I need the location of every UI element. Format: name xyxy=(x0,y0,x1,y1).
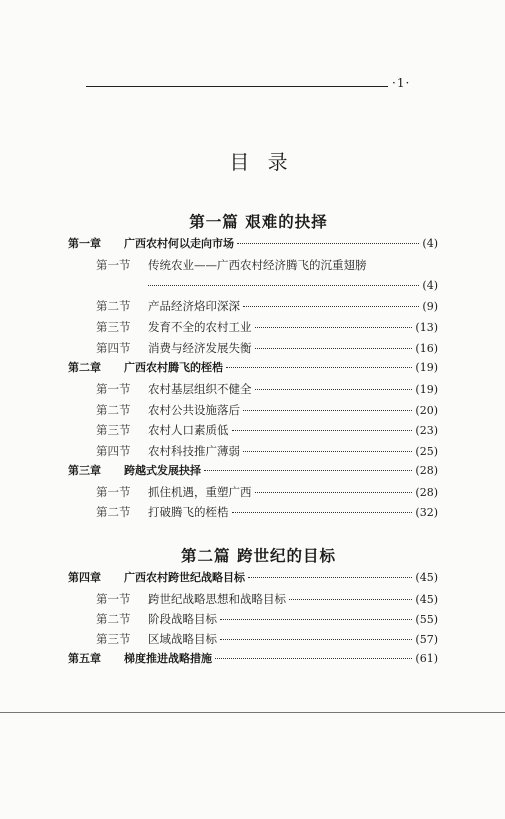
page-ref: (61) xyxy=(415,652,438,665)
toc-title: 目 录 xyxy=(229,150,294,174)
section-entry[interactable] xyxy=(96,443,438,459)
section-title: 消费与经济发展失衡 xyxy=(148,341,252,355)
leader-dots xyxy=(232,430,413,431)
header-rule xyxy=(86,86,388,87)
chapter-label: 第一章 xyxy=(68,237,101,250)
section-entry[interactable] xyxy=(96,611,438,627)
section-label: 第四节 xyxy=(96,444,131,458)
section-title: 传统农业——广西农村经济腾飞的沉重翅膀 xyxy=(148,258,367,272)
chapter-label: 第四章 xyxy=(68,571,101,584)
section-title: 阶段战略目标 xyxy=(148,612,217,626)
page-ref: (55) xyxy=(415,613,438,626)
leader-dots xyxy=(220,639,412,640)
section-label: 第二节 xyxy=(96,505,131,519)
section-label: 第三节 xyxy=(96,423,131,437)
leader-dots xyxy=(204,470,412,471)
page-ref: (57) xyxy=(415,633,438,646)
section-entry[interactable] xyxy=(96,319,438,335)
chapter-entry[interactable] xyxy=(68,570,438,586)
page-ref: (45) xyxy=(415,571,438,584)
leader-dots xyxy=(255,327,413,328)
leader-dots xyxy=(289,599,412,600)
section-title: 跨世纪战略思想和战略目标 xyxy=(148,592,286,606)
section-entry[interactable] xyxy=(96,422,438,438)
chapter-label: 第三章 xyxy=(68,464,101,477)
chapter-title: 跨越式发展抉择 xyxy=(124,464,201,477)
section-entry[interactable] xyxy=(96,298,438,314)
section-title: 农村基层组织不健全 xyxy=(148,382,252,396)
chapter-title: 梯度推进战略措施 xyxy=(124,652,212,665)
section-entry[interactable] xyxy=(96,402,438,418)
section-title: 农村公共设施落后 xyxy=(148,403,240,417)
chapter-title: 广西农村何以走向市场 xyxy=(124,237,234,250)
section-title: 打破腾飞的桎梏 xyxy=(148,505,229,519)
leader-dots xyxy=(226,367,412,368)
section-title: 抓住机遇，重塑广西 xyxy=(148,485,252,499)
section-label: 第一节 xyxy=(96,592,131,606)
part-title: 第二篇 跨世纪的目标 xyxy=(181,547,336,565)
page-ref: (28) xyxy=(415,486,438,499)
page-ref: (13) xyxy=(415,321,438,334)
chapter-label: 第二章 xyxy=(68,361,101,374)
page-ref: (20) xyxy=(415,404,438,417)
page-ref: (28) xyxy=(415,464,438,477)
chapter-title: 广西农村腾飞的桎梏 xyxy=(124,361,223,374)
leader-dots xyxy=(255,389,413,390)
section-title: 农村人口素质低 xyxy=(148,423,229,437)
leader-dots xyxy=(220,619,412,620)
leader-dots xyxy=(232,512,413,513)
section-title: 农村科技推广薄弱 xyxy=(148,444,240,458)
page-ref: (16) xyxy=(415,342,438,355)
section-label: 第一节 xyxy=(96,485,131,499)
page-ref: (9) xyxy=(422,300,438,313)
section-entry[interactable] xyxy=(96,484,438,500)
chapter-entry[interactable] xyxy=(68,651,438,667)
section-entry[interactable] xyxy=(96,340,438,356)
page-ref: (4) xyxy=(422,279,438,292)
section-label: 第一节 xyxy=(96,258,131,272)
footer-rule xyxy=(0,712,505,713)
leader-dots xyxy=(237,243,419,244)
leader-dots xyxy=(243,451,412,452)
page-ref: (45) xyxy=(415,593,438,606)
leader-dots xyxy=(148,285,419,286)
leader-dots xyxy=(243,410,412,411)
chapter-title: 广西农村跨世纪战略目标 xyxy=(124,571,245,584)
leader-dots xyxy=(215,658,412,659)
section-label: 第四节 xyxy=(96,341,131,355)
section-entry[interactable] xyxy=(96,631,438,647)
part-title: 第一篇 艰难的抉择 xyxy=(189,213,328,231)
leader-dots xyxy=(243,306,419,307)
section-title: 产品经济烙印深深 xyxy=(148,299,240,313)
page-ref: (19) xyxy=(415,383,438,396)
chapter-entry[interactable] xyxy=(68,463,438,479)
chapter-entry[interactable] xyxy=(68,236,438,252)
chapter-label: 第五章 xyxy=(68,652,101,665)
section-wrap-line xyxy=(148,278,438,294)
section-entry[interactable] xyxy=(96,381,438,397)
section-title: 区域战略目标 xyxy=(148,632,217,646)
section-entry[interactable] xyxy=(96,257,396,273)
leader-dots xyxy=(255,348,413,349)
page-ref: (25) xyxy=(415,445,438,458)
section-entry[interactable] xyxy=(96,504,438,520)
leader-dots xyxy=(248,577,412,578)
section-title: 发育不全的农村工业 xyxy=(148,320,252,334)
section-label: 第二节 xyxy=(96,612,131,626)
chapter-entry[interactable] xyxy=(68,360,438,376)
page-ref: (23) xyxy=(415,424,438,437)
section-label: 第二节 xyxy=(96,299,131,313)
section-label: 第三节 xyxy=(96,320,131,334)
section-label: 第一节 xyxy=(96,382,131,396)
page-ref: (19) xyxy=(415,361,438,374)
page-ref: (4) xyxy=(422,237,438,250)
leader-dots xyxy=(255,492,413,493)
section-label: 第三节 xyxy=(96,632,131,646)
section-label: 第二节 xyxy=(96,403,131,417)
page-number: ·1· xyxy=(392,76,411,90)
page-ref: (32) xyxy=(415,506,438,519)
section-entry[interactable] xyxy=(96,591,438,607)
